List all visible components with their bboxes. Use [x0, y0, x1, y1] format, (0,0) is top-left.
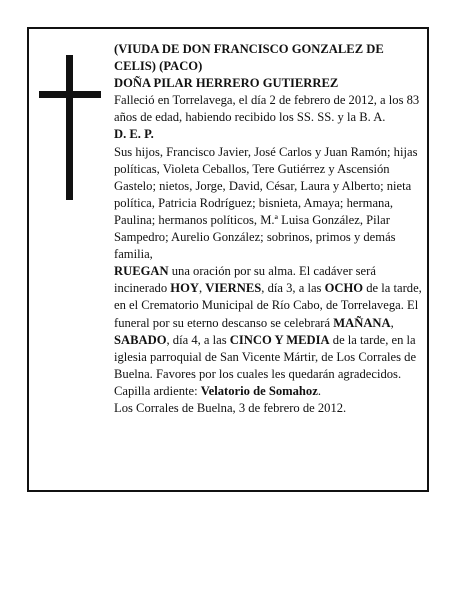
viernes-word: VIERNES [205, 281, 262, 296]
velatorio-name: Velatorio de Somahoz [200, 383, 318, 398]
period: . [317, 383, 321, 398]
obituary-notice [27, 27, 429, 492]
dia-3: , día 3, a las [261, 281, 325, 296]
comma-1: , [198, 281, 206, 296]
widow-line: (VIUDA DE DON FRANCISCO GONZALEZ DE CELIS) (PACO) [114, 42, 384, 74]
deceased-name: DOÑA PILAR HERRERO GUTIERREZ [114, 76, 339, 91]
dia-4: , día 4, a las [166, 332, 230, 347]
cross-icon [39, 55, 101, 200]
comma-2: , [390, 315, 394, 330]
ocho-word: OCHO [324, 281, 364, 296]
cinco-y-media-word: CINCO Y MEDIA [229, 332, 330, 347]
sabado-word: SABADO [114, 332, 167, 347]
death-info: Falleció en Torrelavega, el día 2 de febrero de 2012, a los 83 años de edad, habiendo recibido los SS. SS. y la B. A. [114, 93, 420, 125]
cross-vertical-bar [66, 55, 73, 200]
place-date: Los Corrales de Buelna, 3 de febrero de 2012. [114, 400, 347, 415]
ceremony-details [114, 263, 426, 400]
notice-text [114, 41, 426, 417]
manana-word: MAÑANA [333, 315, 391, 330]
dep-line: D. E. P. [114, 127, 154, 142]
ruegan-rest: una oración por su alma. El cadáver será incinerado [114, 264, 376, 296]
ruegan-word: RUEGAN [114, 264, 169, 279]
funeral-rest: de la tarde, en la iglesia parroquial de San Vicente Mártir, de Los Corrales de Buelna. Favores por los cuales les quedarán agradecidos. Capilla ardiente: [114, 332, 417, 398]
cremation-rest: de la tarde, en el Crematorio Municipal de Río Cabo, de Torrelavega. El funeral por su eterno descanso se celebrará [114, 281, 422, 330]
cross-horizontal-bar [39, 91, 101, 98]
hoy-word: HOY [170, 281, 199, 296]
family-list: Sus hijos, Francisco Javier, José Carlos y Juan Ramón; hijas políticas, Violeta Ceballos, Tere Gutiérrez y Ascensión Gastelo; nietos, Jorge, David, César, Laura y Alberto; nieta política, Patricia Rodríguez; bisnieta, Amaya; hermana, Paulina; hermanos políticos, M.ª Luisa González, Pilar Sampedro; Aurelio González; sobrinos, primos y demás familia, [114, 144, 418, 262]
